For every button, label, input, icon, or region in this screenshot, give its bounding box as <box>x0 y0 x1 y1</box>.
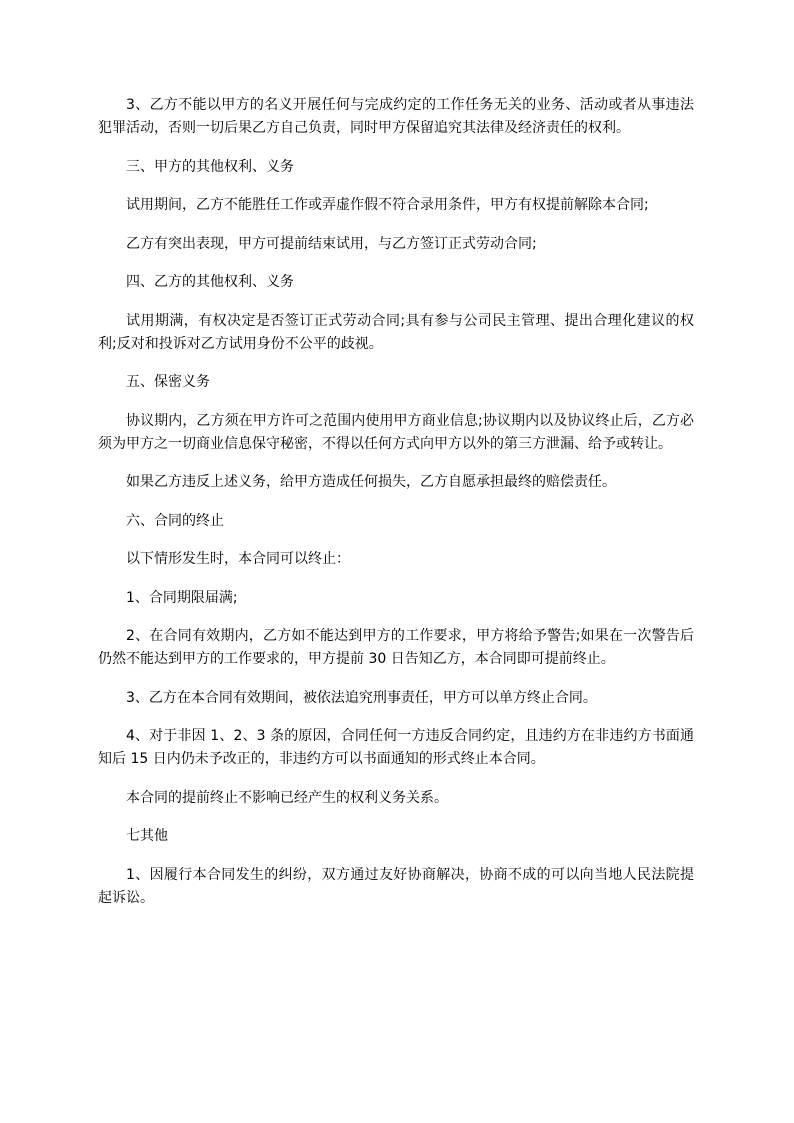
section-heading-party-a-rights: 三、甲方的其他权利、义务 <box>126 158 294 175</box>
paragraph-breach-liability: 如果乙方违反上述义务，给甲方造成任何损失，乙方自愿承担最终的赔偿责任。 <box>126 474 616 490</box>
section-heading-confidentiality: 五、保密义务 <box>126 374 210 390</box>
termination-item-1: 1、合同期限届满; <box>126 589 238 606</box>
paragraph-termination-intro: 以下情形发生时，本合同可以终止： <box>126 551 350 567</box>
paragraph-probation-expiry-rights: 试用期满，有权决定是否签订正式劳动合同;具有参与公司民主管理、提出合理化建议的权利;反对和投诉对乙方试用身份不公平的歧视。 <box>98 312 694 352</box>
paragraph-termination-effect: 本合同的提前终止不影响已经产生的权利义务关系。 <box>126 789 448 806</box>
paragraph-probation-termination: 试用期间，乙方不能胜任工作或弄虚作假不符合录用条件，甲方有权提前解除本合同; <box>126 197 649 213</box>
termination-item-3: 3、乙方在本合同有效期间，被依法追究刑事责任，甲方可以单方终止合同。 <box>126 689 597 706</box>
section-heading-termination: 六、合同的终止 <box>126 512 224 529</box>
termination-item-2: 2、在合同有效期内，乙方如不能达到甲方的工作要求，甲方将给予警告;如果在一次警告后仍然不能达到甲方的工作要求的，甲方提前 30 日告知乙方，本合同即可提前终止。 <box>98 628 694 667</box>
paragraph-early-end-probation: 乙方有突出表现，甲方可提前结束试用，与乙方签订正式劳动合同; <box>126 235 537 252</box>
clause-3-prohibited-activities: 3、乙方不能以甲方的名义开展任何与完成约定的工作任务无关的业务、活动或者从事违法犯罪活动，否则一切后果乙方自己负责，同时甲方保留追究其法律及经济责任的权利。 <box>98 97 694 136</box>
section-heading-other: 七其他 <box>126 828 168 844</box>
other-item-1-disputes: 1、因履行本合同发生的纠纷，双方通过友好协商解决，协商不成的可以向当地人民法院提起诉讼。 <box>98 866 694 906</box>
paragraph-confidentiality-terms: 协议期内，乙方须在甲方许可之范围内使用甲方商业信息;协议期内以及协议终止后，乙方必须为甲方之一切商业信息保守秘密，不得以任何方式向甲方以外的第三方泄漏、给予或转让。 <box>98 412 694 452</box>
termination-item-4: 4、对于非因 1、2、3 条的原因，合同任何一方违反合同约定，且违约方在非违约方书面通知后 15 日内仍未予改正的，非违约方可以书面通知的形式终止本合同。 <box>98 728 694 767</box>
document-body <box>98 94 694 925</box>
section-heading-party-b-rights: 四、乙方的其他权利、义务 <box>126 274 294 290</box>
